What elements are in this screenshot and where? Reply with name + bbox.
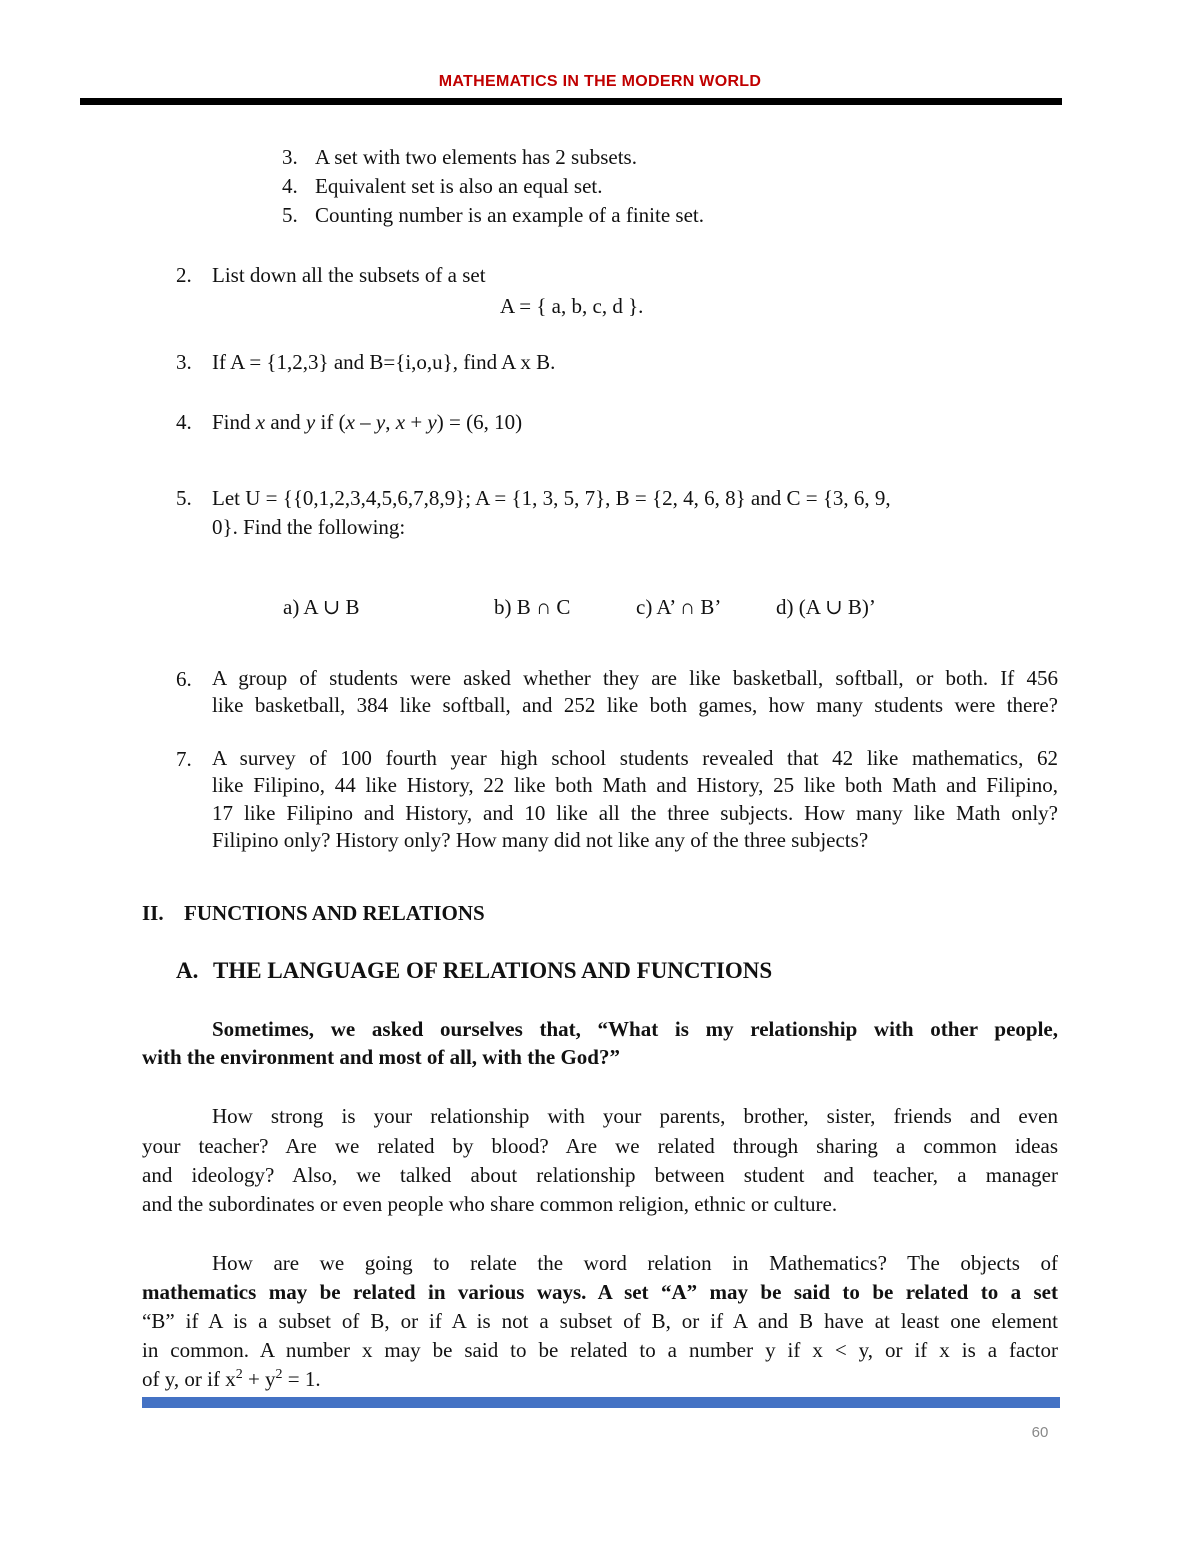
section-title: FUNCTIONS AND RELATIONS — [184, 901, 485, 925]
question-text-line: like basketball, 384 like softball, and 252 like both games, how many students were there? — [212, 693, 1058, 717]
paragraph-line: in common. A number x may be said to be related to a number y if x < y, or if x is a factor — [142, 1338, 1058, 1362]
question-number: 3. — [176, 350, 192, 374]
question-text: List down all the subsets of a set — [212, 263, 486, 287]
page-header-title: MATHEMATICS IN THE MODERN WORLD — [438, 73, 762, 90]
paragraph-line: with the environment and most of all, with the God?” — [142, 1045, 620, 1069]
question-text-line: 0}. Find the following: — [212, 515, 406, 539]
paragraph-line: “B” if A is a subset of B, or if A is not a subset of B, or if A and B have at least one element — [142, 1309, 1058, 1333]
item-text: Equivalent set is also an equal set. — [315, 174, 603, 198]
paragraph-line: How strong is your relationship with your parents, brother, sister, friends and even — [212, 1104, 1058, 1128]
question-text: If A = {1,2,3} and B={i,o,u}, find A x B. — [212, 350, 556, 374]
item-number: 3. — [282, 145, 298, 169]
sub-question-b: b) B ∩ C — [494, 595, 571, 619]
paragraph-line: and ideology? Also, we talked about relationship between student and teacher, a manager — [142, 1163, 1058, 1187]
sub-question-d: d) (A ∪ B)’ — [776, 595, 876, 619]
paragraph-line: mathematics may be related in various ways. A set “A” may be said to be related to a set — [142, 1280, 1058, 1304]
section-number: II. — [142, 901, 164, 925]
subsection-title: THE LANGUAGE OF RELATIONS AND FUNCTIONS — [213, 958, 773, 983]
question-number: 4. — [176, 410, 192, 434]
paragraph-line: Sometimes, we asked ourselves that, “What is my relationship with other people, — [212, 1017, 1058, 1041]
sub-question-a: a) A ∪ B — [283, 595, 360, 619]
footer-rule — [142, 1397, 1060, 1408]
paragraph-line: How are we going to relate the word relation in Mathematics? The objects of — [212, 1251, 1058, 1275]
question-number: 2. — [176, 263, 192, 287]
item-number: 5. — [282, 203, 298, 227]
question-text-line: 17 like Filipino and History, and 10 like all the three subjects. How many like Math only? — [212, 801, 1058, 825]
item-number: 4. — [282, 174, 298, 198]
subsection-number: A. — [176, 958, 199, 983]
paragraph-line: and the subordinates or even people who share common religion, ethnic or culture. — [142, 1192, 838, 1216]
question-text-line: Filipino only? History only? How many did not like any of the three subjects? — [212, 828, 869, 852]
question-number: 6. — [176, 667, 192, 691]
question-number: 7. — [176, 747, 192, 771]
question-text-line: Let U = {{0,1,2,3,4,5,6,7,8,9}; A = {1, 3, 5, 7}, B = {2, 4, 6, 8} and C = {3, 6, 9, — [212, 486, 891, 510]
question-text-line: like Filipino, 44 like History, 22 like both Math and History, 25 like both Math and Filipino, — [212, 773, 1058, 797]
set-definition: A = { a, b, c, d }. — [500, 294, 644, 318]
question-text: Find x and y if (x – y, x + y) = (6, 10) — [212, 410, 523, 434]
paragraph-line: your teacher? Are we related by blood? Are we related through sharing a common ideas — [142, 1134, 1058, 1158]
question-text-line: A group of students were asked whether they are like basketball, softball, or both. If 456 — [212, 666, 1058, 690]
item-text: A set with two elements has 2 subsets. — [315, 145, 637, 169]
item-text: Counting number is an example of a finite set. — [315, 203, 704, 227]
page-number: 60 — [1031, 1424, 1049, 1441]
paragraph-line-equation: of y, or if $x^2 + y^2 = 1$. — [142, 1367, 321, 1391]
header-rule — [80, 98, 1062, 105]
question-number: 5. — [176, 486, 192, 510]
sub-question-c: c) A’ ∩ B’ — [636, 595, 722, 619]
question-text-line: A survey of 100 fourth year high school students revealed that 42 like mathematics, 62 — [212, 746, 1058, 770]
